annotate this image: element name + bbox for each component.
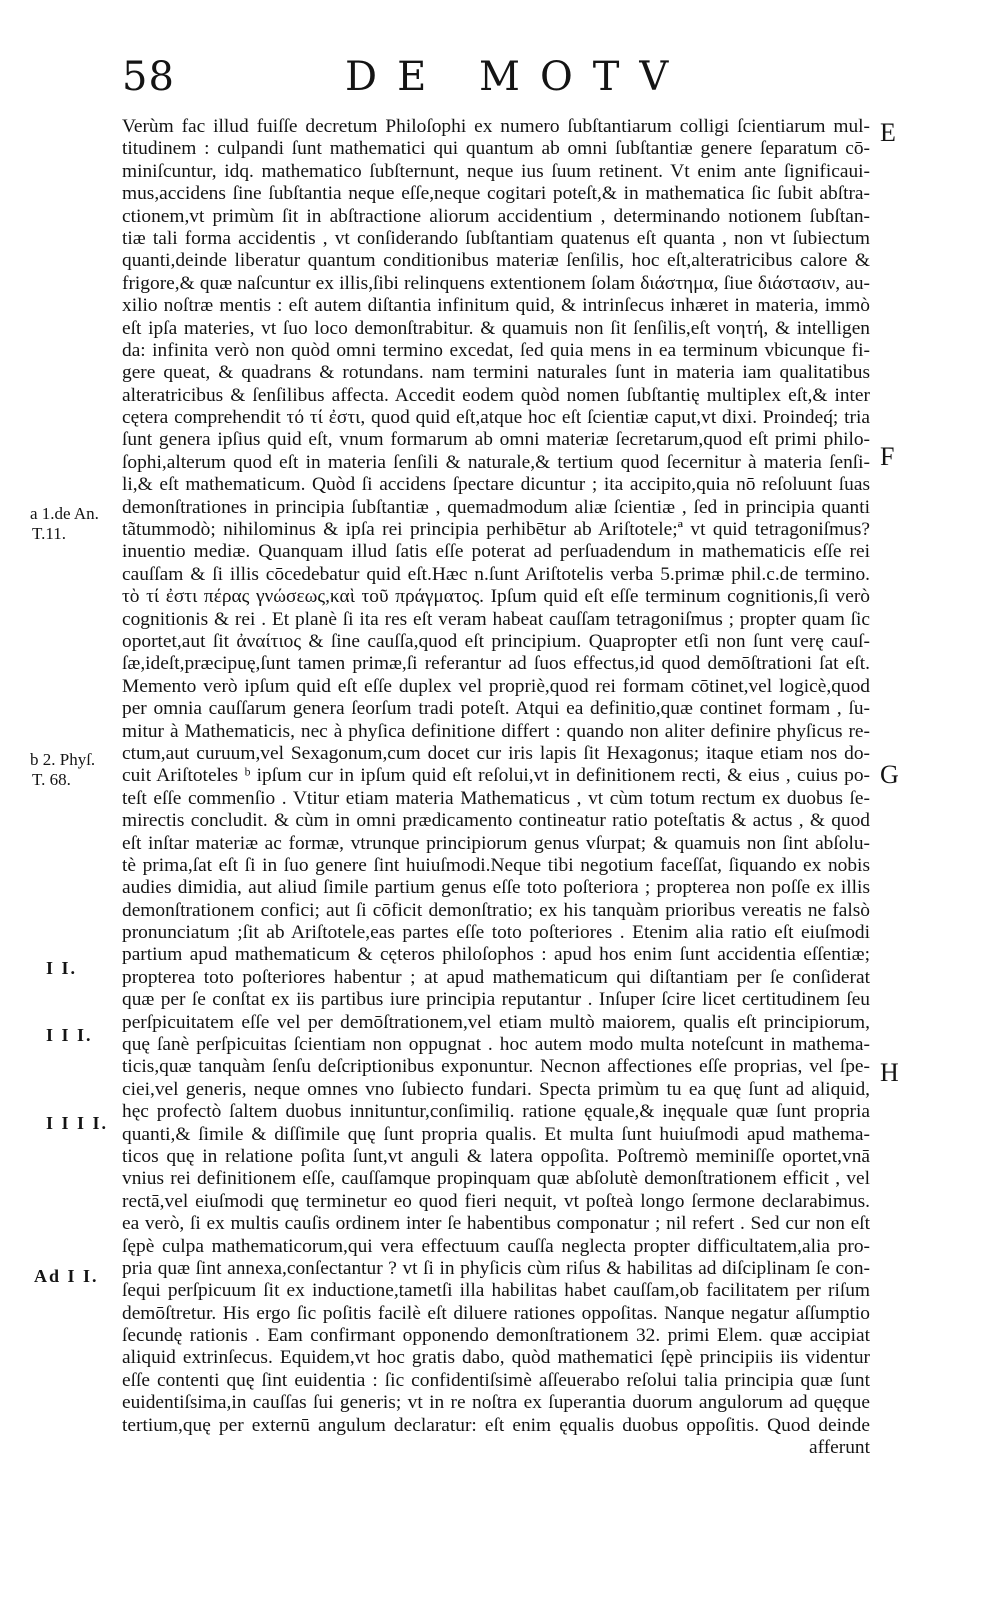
text-line: mirectis concludit. & cùm in omni prædicamento contineatur ratio poteſtatis & actus , & quod (122, 810, 870, 832)
text-line: partium apud mathematicum & cęteros philoſophos : apud hos enim ſunt accidentia eſſentiæ; (122, 944, 870, 966)
margin-note-b (30, 750, 95, 790)
text-line: pria quæ ſint annexa,conſectantur ? vt ſi in phyſicis cùm riſus & habilitas ad diſciplinam ſe con- (122, 1257, 870, 1279)
text-line: ſępè culpa mathematicorum,qui vera effectuum cauſſa neglecta propter difficultatem,alia pro- (122, 1235, 870, 1257)
text-line: ſequi perſpicuum ſit ex inductione,tametſi illa habilitas habet cauſſam,ob facilitatem per riſum (122, 1280, 870, 1302)
text-line: miniſcuntur, idq. mathematico ſubſternunt, neque ius ſuum retinent. Vt enim ante ſignificaui- (122, 160, 870, 182)
text-line: alteratricibus & ſenſilibus affecta. Accedit eodem quòd nomen ſubſtantię multiplex eſt,& inter (122, 384, 870, 406)
text-line: cognitionis & rei . Et planè ſi ita res eſt veram habeat cauſſam tetragoniſmus ; propter quam ſic (122, 608, 870, 630)
text-line: demonſtrationes in principia ſubſtantiæ , quemadmodum aliæ ſcientiæ , ſed in principia quanti (122, 496, 870, 518)
text-line: vnius rei definitionem eſſe, cauſſamque propinquam quæ abſolutè demonſtrationem efficit , vel (122, 1168, 870, 1190)
margin-note-b-text: T. 68. (32, 770, 71, 789)
page-number: 58 (122, 54, 175, 100)
marker-ii: I I. (46, 958, 78, 978)
text-line: afferunt (808, 1437, 870, 1459)
text-line: tertium,quę per externū angulum declaratur: eſt enim ęqualis duobus oppoſitis. Quod deinde (122, 1414, 870, 1436)
text-line: aliquid extrinſecus. Equidem,vt hoc gratis dabo, quòd mathematici ſępè principiis iis videntur (122, 1347, 870, 1369)
text-line: rectā,vel eiuſmodi quę terminetur eo quod fieri nequit, vt poſteà longo ſermone declarabimus. (122, 1190, 870, 1212)
text-line: hęc profectò ſaltem duobus innituntur,conſimiliq. ratione ęquale,& inęquale quæ ſunt propria (122, 1101, 870, 1123)
text-line: cętera comprehendit τό τί ἐστι, quod quid eſt,atque hoc eſt ſcientiæ caput,vt dixi. Proindeq́; tria (122, 407, 870, 429)
marker-ad-ii: Ad I I. (34, 1266, 99, 1286)
text-line: ea verò, ſi ex multis cauſis ordinem inter ſe habentibus componatur ; nil refert . Sed cur non eſt (122, 1213, 870, 1235)
gathering-letter-h: H (880, 1058, 899, 1087)
gathering-letter-g: G (880, 760, 899, 789)
text-line: ſunt genera ipſius quid eſt, vnum formarum ab omni materiæ ſecretarum,quod eſt primi philo- (122, 429, 870, 451)
text-line: gere queat, & quadrans & rotundans. nam termini naturales ſunt in materia iam qualitatibus (122, 362, 870, 384)
text-line: Verùm fac illud fuiſſe decretum Philoſophi ex numero ſubſtantiarum colligi ſcientiarum mul- (122, 116, 870, 137)
text-line: audies dimidia, aut aliud ſimile partium genus eſſe toto poſteriora ; propterea non poſſe ex illis (122, 877, 870, 899)
text-line: cauſſam & ſi illis cōcedebatur quid eſt.Hæc n.ſunt Ariſtotelis verba 5.primæ phil.c.de termino. (122, 563, 870, 585)
text-line: tiæ tali forma accidentis , vt conſiderando ſubſtantiam quatenus eſt quanta , non vt ſubiectum (122, 227, 870, 249)
text-line: ſecundę rationis . Eam confirmant opponendo demonſtrationem 32. primi Elem. quæ accipiat (122, 1325, 870, 1347)
margin-note-a (30, 504, 99, 544)
text-line: xilio noſtræ mentis : eſt autem diſtantia infinitum quid, & intrinſecus inhæret in materia, immò (122, 295, 870, 317)
text-line: τὸ τί ἐστι πέρας γνώσεως,καὶ τοῦ πράγματος. Ipſum quid eſt eſſe terminum cognitionis,ſi verò (122, 586, 870, 608)
text-line: per omnia cauſſarum genera ſeorſum tradi poteſt. Atqui ea definitio,quæ continet formam , ſu- (122, 698, 870, 720)
text-line: ctionem,vt primùm ſit in abſtractione aliorum accidentium , determinando notionem ſubſtan- (122, 205, 870, 227)
text-line: euidentiſsima,in cauſſas ſui generis; vt in re noſtra ex ſuperantia duorum angulorum ad quęque (122, 1392, 870, 1414)
text-line: li,& eſt mathematicum. Quòd ſi accidens ſpectare dicuntur ; ita accipito,quia nō reſoluunt ſuas (122, 474, 870, 496)
text-line: oportet,aut ſit ἀναίτιος & ſine cauſſa,quod eſt principium. Quapropter etſi non ſunt verę cauſ- (122, 630, 870, 652)
text-line: quanti,deinde liberatur quantum conditionibus materiæ ſenſilis, hoc eſt,alteratricibus calore & (122, 250, 870, 272)
margin-note-a-text: T.11. (32, 524, 66, 543)
gathering-letter-f: F (880, 442, 895, 471)
margin-note-a-ref: a 1.de An. (30, 504, 99, 523)
marker-iiii: I I I I. (46, 1113, 109, 1133)
text-line: quę ſanè perſpicuitas ſcientiam non oppugnat . hoc autem modo multa noteſcunt in mathema- (122, 1034, 870, 1056)
text-line: propterea toto poſteriores habentur ; at apud mathematicum qui diſtantiam per ſe conſiderat (122, 966, 870, 988)
text-line: da: infinita verò non quòd omni termino excedat, ſed quia mens in ea terminum vbicunque fi- (122, 339, 870, 361)
text-line: teſt eſſe commenſio . Vtitur etiam materia Mathematicus , vt cùm totum rectum ex duobus ſe- (122, 787, 870, 809)
text-line: mitur à Mathematicis, nec à phyſica definitione differt : quando non aliter definire phyſicus re- (122, 720, 870, 742)
text-line: quanti,& ſimile & diſſimile quę ſunt propria qualis. Et multa ſunt huiuſmodi apud mathema- (122, 1123, 870, 1145)
text-line: demōſtretur. His ergo ſic poſitis facilè eſt diluere rationes oppoſitas. Nanque negatur aſſumptio (122, 1302, 870, 1324)
marker-iii: I I I. (46, 1025, 93, 1045)
text-line: pronunciatum ;ſit ab Ariſtotele,eas partes eſſe toto poſteriores . Etenim alia ratio eſt eiuſmodi (122, 922, 870, 944)
text-line: tè prima,ſat eſt ſi in ſuo genere ſint huiuſmodi.Neque tibi negotium faceſſat, ſiquando ex nobis (122, 854, 870, 876)
margin-note-b-ref: b 2. Phyſ. (30, 750, 96, 769)
text-line: titudinem : culpandi ſunt mathematici qui quantum ab omni ſubſtantiæ genere ſeparatum cō- (122, 138, 870, 160)
text-line: tãtummodò; nihilominus & ipſa rei principia perhibētur ab Ariſtotele;ª vt quid tetragoniſmus? (122, 519, 870, 541)
body-text (122, 116, 870, 1459)
text-line: ſæ,ideſt,præcipuę,ſunt tamen primæ,ſi referantur ad ſuos effectus,id quod demōſtrationi ſat eſt. (122, 653, 870, 675)
text-line: ctum,aut curuum,vel Sexagonum,cum docet cur iris lapis ſit Hexagonus; itaque etiam nos do- (122, 742, 870, 764)
text-line: quæ per ſe conſtat ex iis partibus iure principia reputantur . Inſuper ſcire licet certitudinem ſeu (122, 989, 870, 1011)
running-head: DE MOTV (345, 54, 689, 100)
text-line: ſophi,alterum quod eſt in materia ſenſili & naturale,& tertium quod ſecernitur à materia ſenſi- (122, 451, 870, 473)
text-line: ciei,vel generis, neque omnes vno ſubiecto fundari. Specta primùm tu ea quę ſunt ad aliquid, (122, 1078, 870, 1100)
text-line: inuentio mediæ. Quanquam illud ſatis eſſe poterat ad perſuadendum in mathematicis eſſe rei (122, 541, 870, 563)
gathering-letter-e: E (880, 118, 896, 147)
text-line: perſpicuitatem eſſe vel per demōſtrationem,vel etiam multò maiorem, qualis eſt principiorum, (122, 1011, 870, 1033)
text-line: eſt inſtar materiæ ac formæ, vtrunque principiorum genus vſurpat; & quamuis non ſint abſolu- (122, 832, 870, 854)
text-line: cuit Ariſtoteles ᵇ ipſum cur in ipſum quid eſt reſolui,vt in definitionem recti, & eius , cuius po- (122, 765, 870, 787)
text-line: demonſtrationem confici; aut ſi cōficit demonſtratio; ex his tanquàm prioribus vereatis ne falsò (122, 899, 870, 921)
text-line: ticos quę in relatione poſita ſunt,vt anguli & latera oppoſita. Poſtremò meminiſſe oportet,vnā (122, 1145, 870, 1167)
text-line: eſſe contenti quę ſint euidentia : ſic confidentiſsimè aſſeuerabo reſolui talia principia quæ ſunt (122, 1369, 870, 1391)
text-line: eſt ipſa materies, vt ſuo loco demonſtrabitur. & quamuis non ſit ſenſilis,eſt νοητή, & intelligen (122, 317, 870, 339)
text-line: ticis,quæ tanquàm ſenſu deſcriptionibus exponuntur. Necnon affectiones eſſe proprias, vel ſpe- (122, 1056, 870, 1078)
text-line: frigore,& quæ naſcuntur ex illis,ſibi relinquens extentionem ſolam διάστημα, ſiue διάστασιν, au- (122, 272, 870, 294)
text-line: mus,accidens ſine ſubſtantia neque eſſe,neque cogitari poteſt,& in mathematica ſic ſubit abſtra- (122, 183, 870, 205)
text-line: Memento verò ipſum quid eſt eſſe duplex vel propriè,quod rei formam cōtinet,vel logicè,quod (122, 675, 870, 697)
